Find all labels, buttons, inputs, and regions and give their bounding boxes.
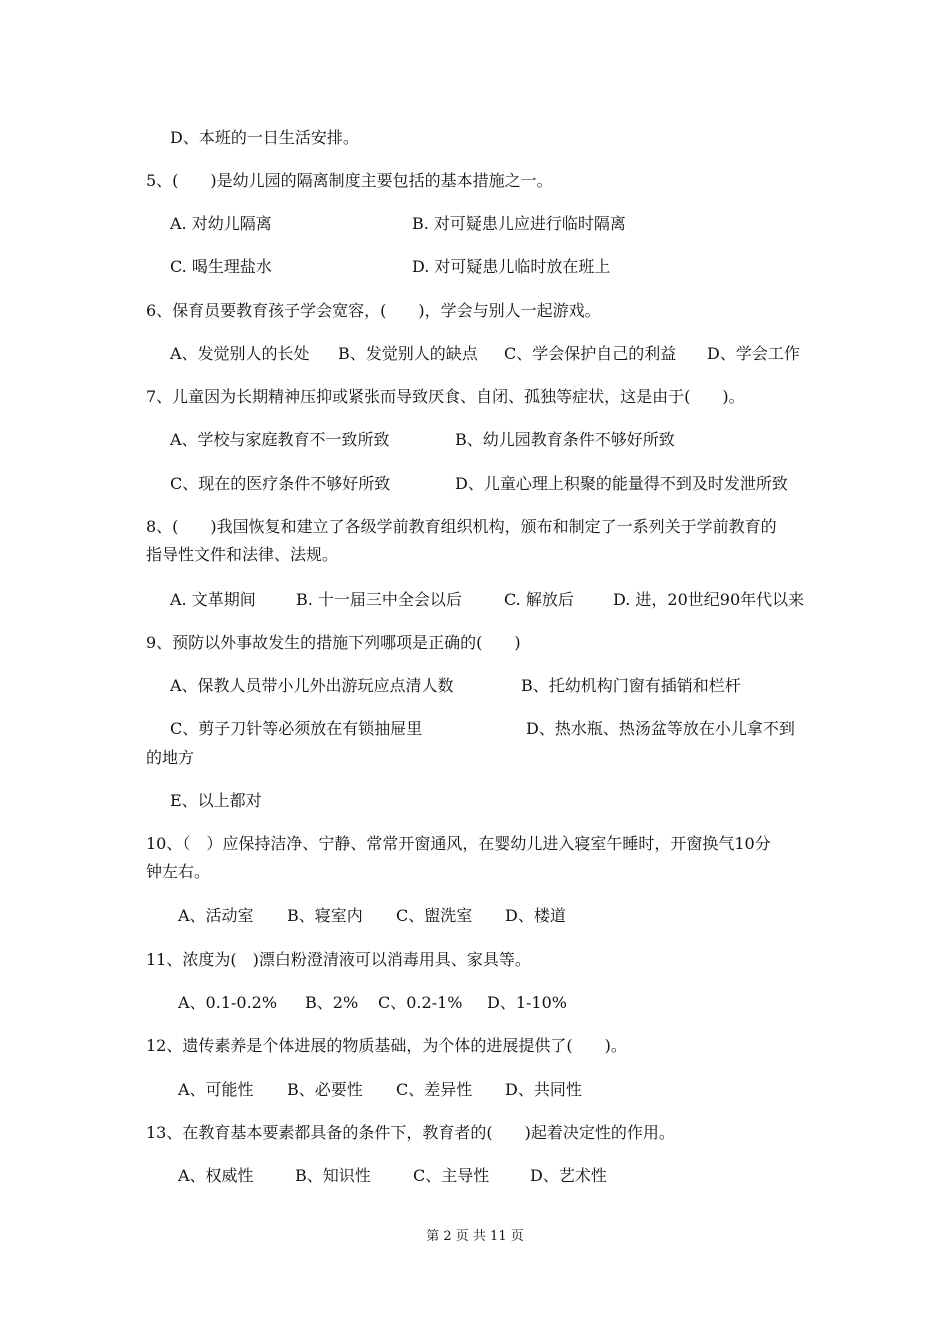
q6-option-b: B、发觉别人的缺点 [338,344,478,363]
q10-option-d: D、楼道 [505,906,566,925]
q9-option-b: B、托幼机构门窗有插销和栏杆 [521,676,741,695]
question-8-cont: 指导性文件和法律、法规。 [146,545,339,564]
q8-option-d: D. 进，20世纪90年代以来 [613,590,805,609]
q9-option-d: D、热水瓶、热汤盆等放在小儿拿不到 [526,719,795,738]
q6-option-d: D、学会工作 [707,344,800,363]
question-5: 5、( )是幼儿园的隔离制度主要包括的基本措施之一。 [146,171,553,190]
q13-option-c: C、主导性 [413,1166,490,1185]
q8-option-c: C. 解放后 [504,590,574,609]
q8-option-a: A. 文革期间 [170,590,256,609]
q13-option-b: B、知识性 [295,1166,371,1185]
q10-option-a: A、活动室 [178,906,254,925]
question-8: 8、( )我国恢复和建立了各级学前教育组织机构，颁布和制定了一系列关于学前教育的 [146,517,777,536]
question-13: 13、在教育基本要素都具备的条件下，教育者的( )起着决定性的作用。 [146,1123,675,1142]
q7-option-d: D、儿童心理上积聚的能量得不到及时发泄所致 [455,474,788,493]
q5-option-d: D. 对可疑患儿临时放在班上 [412,257,611,276]
q6-option-a: A、发觉别人的长处 [170,344,310,363]
q9-option-c: C、剪子刀针等必须放在有锁抽屉里 [170,719,423,738]
q7-option-a: A、学校与家庭教育不一致所致 [170,430,390,449]
q11-option-c: C、0.2-1% [378,993,463,1012]
q5-option-a: A. 对幼儿隔离 [170,214,272,233]
question-9: 9、预防以外事故发生的措施下列哪项是正确的( ) [146,633,521,652]
q7-option-c: C、现在的医疗条件不够好所致 [170,474,391,493]
q11-option-b: B、2% [305,993,359,1012]
q10-option-b: B、寝室内 [287,906,363,925]
q9-option-e: E、以上都对 [170,791,262,810]
q12-option-b: B、必要性 [287,1080,363,1099]
q11-option-d: D、1-10% [487,993,567,1012]
question-10-cont: 钟左右。 [146,862,211,881]
question-6: 6、保育员要教育孩子学会宽容，( )，学会与别人一起游戏。 [146,301,601,320]
q7-option-b: B、幼儿园教育条件不够好所致 [455,430,675,449]
q5-option-c: C. 喝生理盐水 [170,257,272,276]
question-7: 7、儿童因为长期精神压抑或紧张而导致厌食、自闭、孤独等症状，这是由于( )。 [146,387,745,406]
q13-option-a: A、权威性 [178,1166,254,1185]
q9-option-d-cont: 的地方 [146,748,195,767]
q13-option-d: D、艺术性 [530,1166,607,1185]
q9-option-a: A、保教人员带小儿外出游玩应点清人数 [170,676,454,695]
q10-option-c: C、盥洗室 [396,906,473,925]
q11-option-a: A、0.1-0.2% [178,993,278,1012]
q8-option-b: B. 十一届三中全会以后 [296,590,462,609]
q5-option-b: B. 对可疑患儿应进行临时隔离 [412,214,626,233]
page-footer: 第 2 页 共 11 页 [426,1229,524,1244]
q12-option-a: A、可能性 [178,1080,254,1099]
question-11: 11、浓度为( )漂白粉澄清液可以消毒用具、家具等。 [146,950,531,969]
q12-option-c: C、差异性 [396,1080,473,1099]
q6-option-c: C、学会保护自己的利益 [504,344,677,363]
q12-option-d: D、共同性 [505,1080,582,1099]
option-text: D、本班的一日生活安排。 [170,128,359,147]
question-12: 12、遗传素养是个体进展的物质基础，为个体的进展提供了( )。 [146,1036,627,1055]
question-10: 10、（ ）应保持洁净、宁静、常常开窗通风，在婴幼儿进入寝室午睡时，开窗换气10分 [146,834,771,853]
